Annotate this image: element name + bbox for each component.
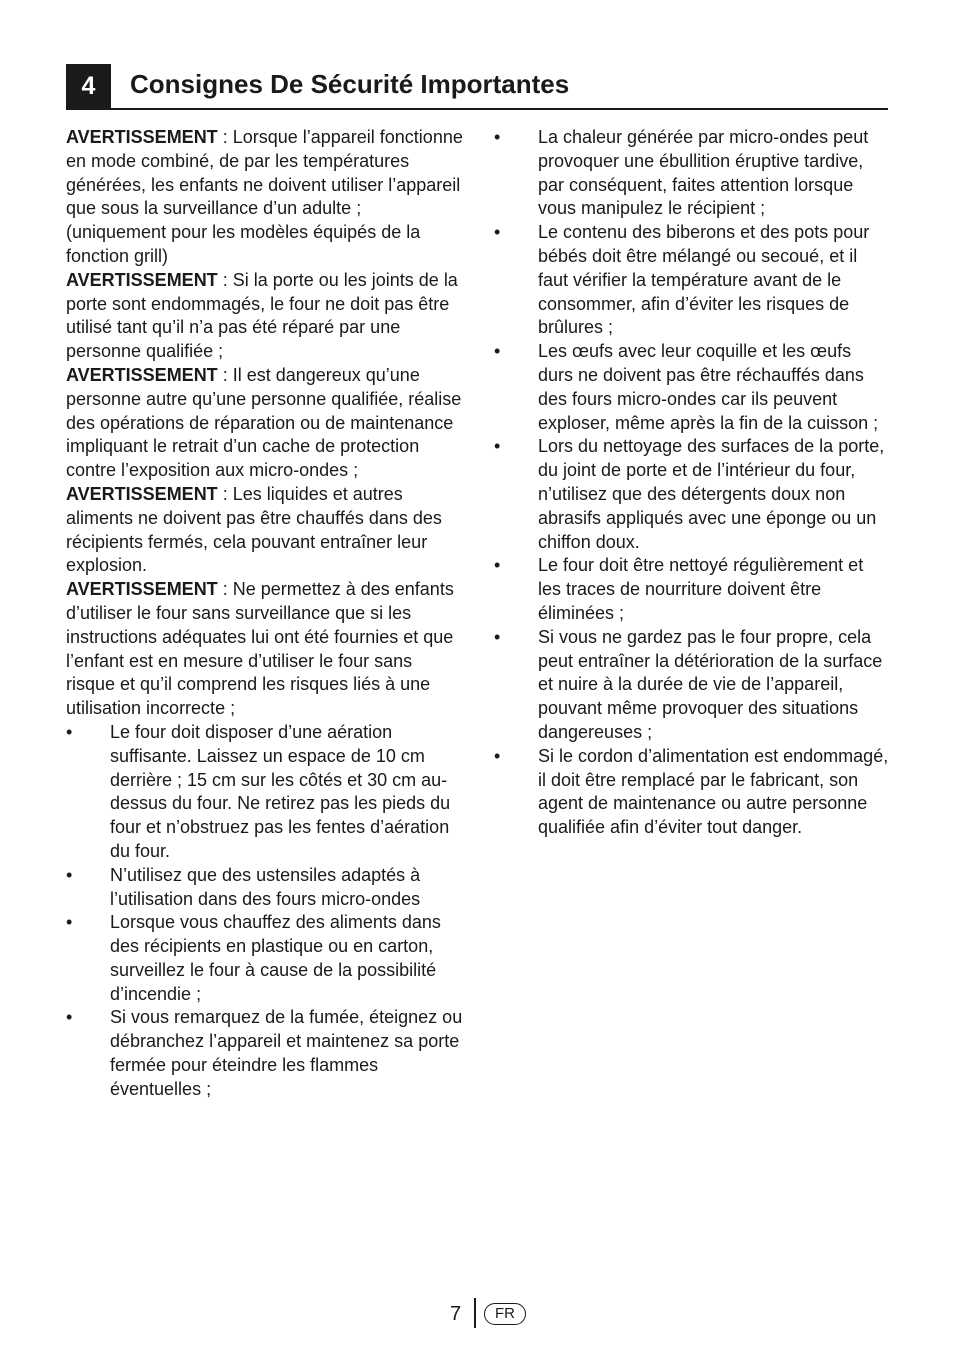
language-badge: FR — [484, 1303, 526, 1325]
bullet-icon: • — [66, 1007, 73, 1028]
bullet-icon: • — [66, 721, 73, 742]
list-item — [494, 745, 890, 840]
bullet-icon: • — [494, 745, 501, 766]
list-item — [66, 864, 466, 912]
warning-paragraph — [66, 126, 466, 269]
list-item-text: La chaleur générée par micro-ondes peut provoquer une ébullition éruptive tardive, par conséquent, faites attention lorsque vous manipulez le récipient ; — [538, 127, 869, 219]
bullet-icon: • — [494, 626, 501, 647]
list-item — [66, 911, 466, 1006]
bullet-icon: • — [66, 864, 73, 885]
warning-label: AVERTISSEMENT — [66, 269, 218, 290]
bullet-icon: • — [494, 341, 501, 362]
list-item-text: Si vous remarquez de la fumée, éteignez ou débranchez l’appareil et maintenez sa porte fermée pour éteindre les flammes éventuelles ; — [110, 1007, 463, 1099]
list-item-text: Lorsque vous chauffez des aliments dans des récipients en plastique ou en carton, surveillez le four à cause de la possibilité d’incendie ; — [110, 912, 441, 1004]
warning-text: : Si la porte ou les joints de la porte sont endommagés, le four ne doit pas être utilisé tant qu’il n’a pas été réparé par une personne qualifiée ; — [66, 269, 458, 362]
section-header — [66, 64, 888, 110]
right-column — [494, 126, 890, 840]
list-item — [494, 435, 890, 554]
warning-text: : Les liquides et autres aliments ne doivent pas être chauffés dans des récipients fermés, cela pouvant entraîner leur explosion. — [66, 483, 442, 576]
list-item-text: N’utilisez que des ustensiles adaptés à l’utilisation dans des fours micro-ondes — [110, 864, 421, 909]
bullet-icon: • — [66, 912, 73, 933]
list-item — [494, 126, 890, 221]
list-item-text: Le contenu des biberons et des pots pour bébés doit être mélangé ou secoué, et il faut vérifier la température avant de le consommer, afin d’éviter les risques de brûlures ; — [538, 222, 870, 338]
bullet-icon: • — [494, 436, 501, 457]
list-item-text: Si le cordon d’alimentation est endommagé, il doit être remplacé par le fabricant, son agent de maintenance ou autre personne qualifiée afin d’éviter tout danger. — [538, 745, 889, 838]
list-item — [494, 340, 890, 435]
warning-label: AVERTISSEMENT — [66, 127, 218, 147]
warning-label: AVERTISSEMENT — [66, 364, 218, 385]
warning-label: AVERTISSEMENT — [66, 483, 218, 504]
warning-text: : Ne permettez à des enfants d’utiliser le four sans surveillance que si les instructions adéquates lui ont été fournies et que l’enfant est en mesure d’utiliser le four sans risque et qu’il comprend les risques liés à une utilisation incorrecte ; — [66, 579, 454, 719]
left-bullet-list — [66, 721, 466, 1102]
list-item — [494, 221, 890, 340]
warning-label: AVERTISSEMENT — [66, 579, 218, 600]
bullet-icon: • — [494, 555, 501, 576]
warning-paragraph — [66, 269, 466, 364]
page-footer — [440, 1298, 540, 1330]
list-item — [494, 626, 890, 745]
bullet-icon: • — [494, 127, 501, 147]
warning-paragraph — [66, 364, 466, 483]
list-item-text: Lors du nettoyage des surfaces de la porte, du joint de porte et de l’intérieur du four, n’utilisez que des détergents doux non abrasifs appliqués avec une éponge ou un chiffon doux. — [538, 436, 885, 552]
footer-divider — [474, 1298, 476, 1328]
warning-paragraph — [66, 483, 466, 578]
list-item-text: Si vous ne gardez pas le four propre, cela peut entraîner la détérioration de la surface et nuire à la durée de vie de l’appareil, pouvant même provoquer des situations dangereuses ; — [538, 626, 883, 742]
section-title: Consignes De Sécurité Importantes — [130, 69, 570, 99]
warning-text: : Lorsque l’appareil fonctionne en mode combiné, de par les températures générées, les enfants ne doivent utiliser l’appareil que sous la surveillance d’un adulte ; (uniquement pour les modèles équipés de la fonction grill) — [66, 127, 463, 266]
warning-text: : Il est dangereux qu’une personne autre qu’une personne qualifiée, réalise des opérations de réparation ou de maintenance impliquant le retrait d’un cache de protection contre l’exposition aux micro-ondes ; — [66, 364, 462, 481]
page-number: 7 — [450, 1303, 462, 1325]
list-item — [66, 1006, 466, 1101]
right-bullet-list — [494, 126, 890, 840]
list-item-text: Le four doit disposer d’une aération suffisante. Laissez un espace de 10 cm derrière ; 15 cm sur les côtés et 30 cm au-dessus du four. Ne retirez pas les pieds du four et n’obstruez pas les fentes d’aération du four. — [110, 721, 451, 861]
list-item-text: Les œufs avec leur coquille et les œufs durs ne doivent pas être réchauffés dans des fours micro-ondes car ils peuvent exploser, même après la fin de la cuisson ; — [538, 341, 879, 433]
list-item-text: Le four doit être nettoyé régulièrement et les traces de nourriture doivent être éliminées ; — [538, 555, 864, 623]
bullet-icon: • — [494, 222, 501, 243]
list-item — [66, 721, 466, 864]
section-number: 4 — [66, 64, 111, 108]
list-item — [494, 554, 890, 625]
warning-paragraph — [66, 578, 466, 721]
left-column — [66, 126, 466, 1102]
